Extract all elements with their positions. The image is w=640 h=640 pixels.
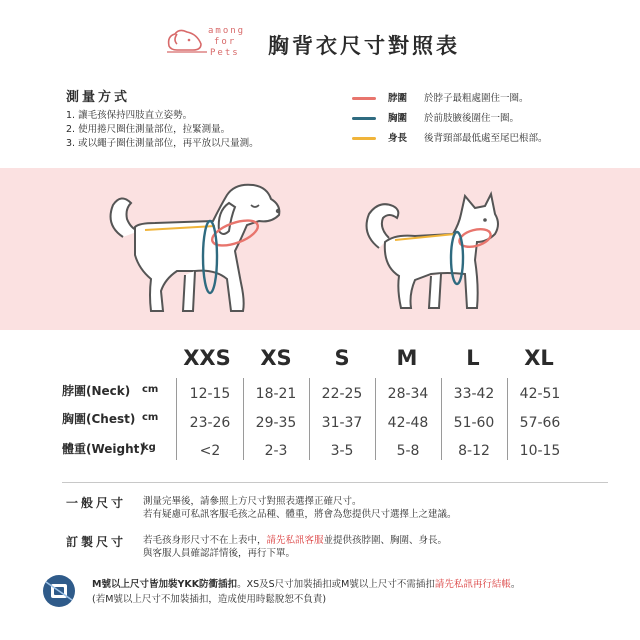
buckle-note-line: (若M號以上尺寸不加裝插扣，造成使用時鬆脫恕不負責) bbox=[92, 594, 327, 605]
contact-before-checkout-text: 請先私訊再行結帳 bbox=[434, 579, 511, 590]
table-cell: 23-26 bbox=[189, 415, 231, 431]
size-header: XXS bbox=[183, 346, 231, 370]
method-heading: 測量方式 bbox=[66, 90, 131, 105]
method-step: 1. 讓毛孩保持四肢直立姿勢。 bbox=[66, 110, 193, 121]
row-unit: cm bbox=[142, 384, 159, 395]
method-steps bbox=[66, 109, 346, 151]
table-cell: 12-15 bbox=[189, 386, 231, 402]
brand-name bbox=[208, 26, 245, 59]
header bbox=[0, 0, 640, 75]
table-cell: 3-5 bbox=[330, 443, 354, 459]
method-step: 3. 或以繩子圈住測量部位，再平放以尺量測。 bbox=[66, 138, 259, 149]
dog-illustration-icon bbox=[95, 175, 295, 325]
general-size-text bbox=[143, 495, 543, 521]
note-segment: 並提供孩脖圍、胸圍、身長。 bbox=[323, 535, 448, 546]
brand-line: for bbox=[214, 37, 237, 47]
custom-size-label: 訂製尺寸 bbox=[66, 535, 127, 549]
table-cell: 2-3 bbox=[264, 443, 288, 459]
table-cell: <2 bbox=[199, 443, 221, 459]
table-cell: 33-42 bbox=[453, 386, 495, 402]
note-segment: M號以上尺寸皆加裝YKK防衝插扣 bbox=[92, 579, 238, 590]
legend-name: 脖圍 bbox=[388, 93, 408, 104]
note-segment: 。 bbox=[510, 579, 521, 590]
legend-row-neck bbox=[352, 90, 612, 110]
legend-name: 身長 bbox=[388, 133, 408, 144]
legend-row-chest bbox=[352, 110, 612, 130]
table-cell: 51-60 bbox=[453, 415, 495, 431]
buckle-note bbox=[92, 577, 612, 607]
column-divider bbox=[176, 378, 177, 460]
size-header: M bbox=[396, 346, 418, 370]
buckle-icon bbox=[42, 574, 76, 608]
measure-method bbox=[66, 86, 346, 151]
section-divider bbox=[62, 482, 608, 483]
table-cell: 8-12 bbox=[458, 443, 490, 459]
cat-illustration-icon bbox=[355, 190, 525, 325]
size-header: XS bbox=[260, 346, 292, 370]
chest-line-icon bbox=[352, 117, 376, 120]
row-unit: kg bbox=[142, 442, 156, 453]
legend-desc: 後背頸部最低處至尾巴根部。 bbox=[424, 133, 548, 144]
buckle-note-line bbox=[92, 577, 612, 592]
legend-desc: 於前肢腋後圍住一圈。 bbox=[424, 113, 520, 124]
table-cell: 42-51 bbox=[519, 386, 561, 402]
table-cell: 28-34 bbox=[387, 386, 429, 402]
row-label-chest: 胸圍(Chest) bbox=[62, 412, 136, 426]
size-header: XL bbox=[524, 346, 554, 370]
note-line: 與客服人員確認詳情後，再行下單。 bbox=[143, 548, 296, 559]
measure-legend bbox=[352, 90, 612, 150]
page-title: 胸背衣尺寸對照表 bbox=[268, 34, 460, 58]
brand-line: among bbox=[208, 26, 246, 36]
table-cell: 31-37 bbox=[321, 415, 363, 431]
contact-service-text: 請先私訊客服 bbox=[266, 535, 324, 546]
method-step: 2. 使用捲尺圈住測量部位，拉緊測量。 bbox=[66, 124, 231, 135]
table-cell: 10-15 bbox=[519, 443, 561, 459]
note-segment: 若毛孩身形尺寸不在上表中， bbox=[143, 535, 267, 546]
note-segment: 。XS及S尺寸加裝插扣或M號以上尺寸不需插扣 bbox=[237, 579, 435, 590]
legend-name: 胸圍 bbox=[388, 113, 408, 124]
row-unit: cm bbox=[142, 412, 159, 423]
table-cell: 18-21 bbox=[255, 386, 297, 402]
row-label-weight: 體重(Weight) bbox=[62, 442, 145, 456]
note-line bbox=[143, 534, 543, 547]
note-line: 若有疑慮可私訊客服毛孩之品種、體重，將會為您提供尺寸選擇上之建議。 bbox=[143, 509, 457, 520]
table-cell: 57-66 bbox=[519, 415, 561, 431]
legend-row-length bbox=[352, 130, 612, 150]
note-line: 測量完畢後，請參照上方尺寸對照表選擇正確尺寸。 bbox=[143, 496, 362, 507]
table-cell: 22-25 bbox=[321, 386, 363, 402]
table-cell: 29-35 bbox=[255, 415, 297, 431]
brand-line: Pets bbox=[210, 48, 240, 58]
general-size-label: 一般尺寸 bbox=[66, 496, 127, 510]
neck-line-icon bbox=[352, 97, 376, 100]
size-header: L bbox=[466, 346, 480, 370]
table-cell: 5-8 bbox=[396, 443, 420, 459]
custom-size-text bbox=[143, 534, 543, 560]
size-header: S bbox=[334, 346, 350, 370]
table-cell: 42-48 bbox=[387, 415, 429, 431]
length-line-icon bbox=[352, 137, 376, 140]
row-label-neck: 脖圍(Neck) bbox=[62, 384, 131, 398]
legend-desc: 於脖子最粗處圍住一圈。 bbox=[424, 93, 529, 104]
